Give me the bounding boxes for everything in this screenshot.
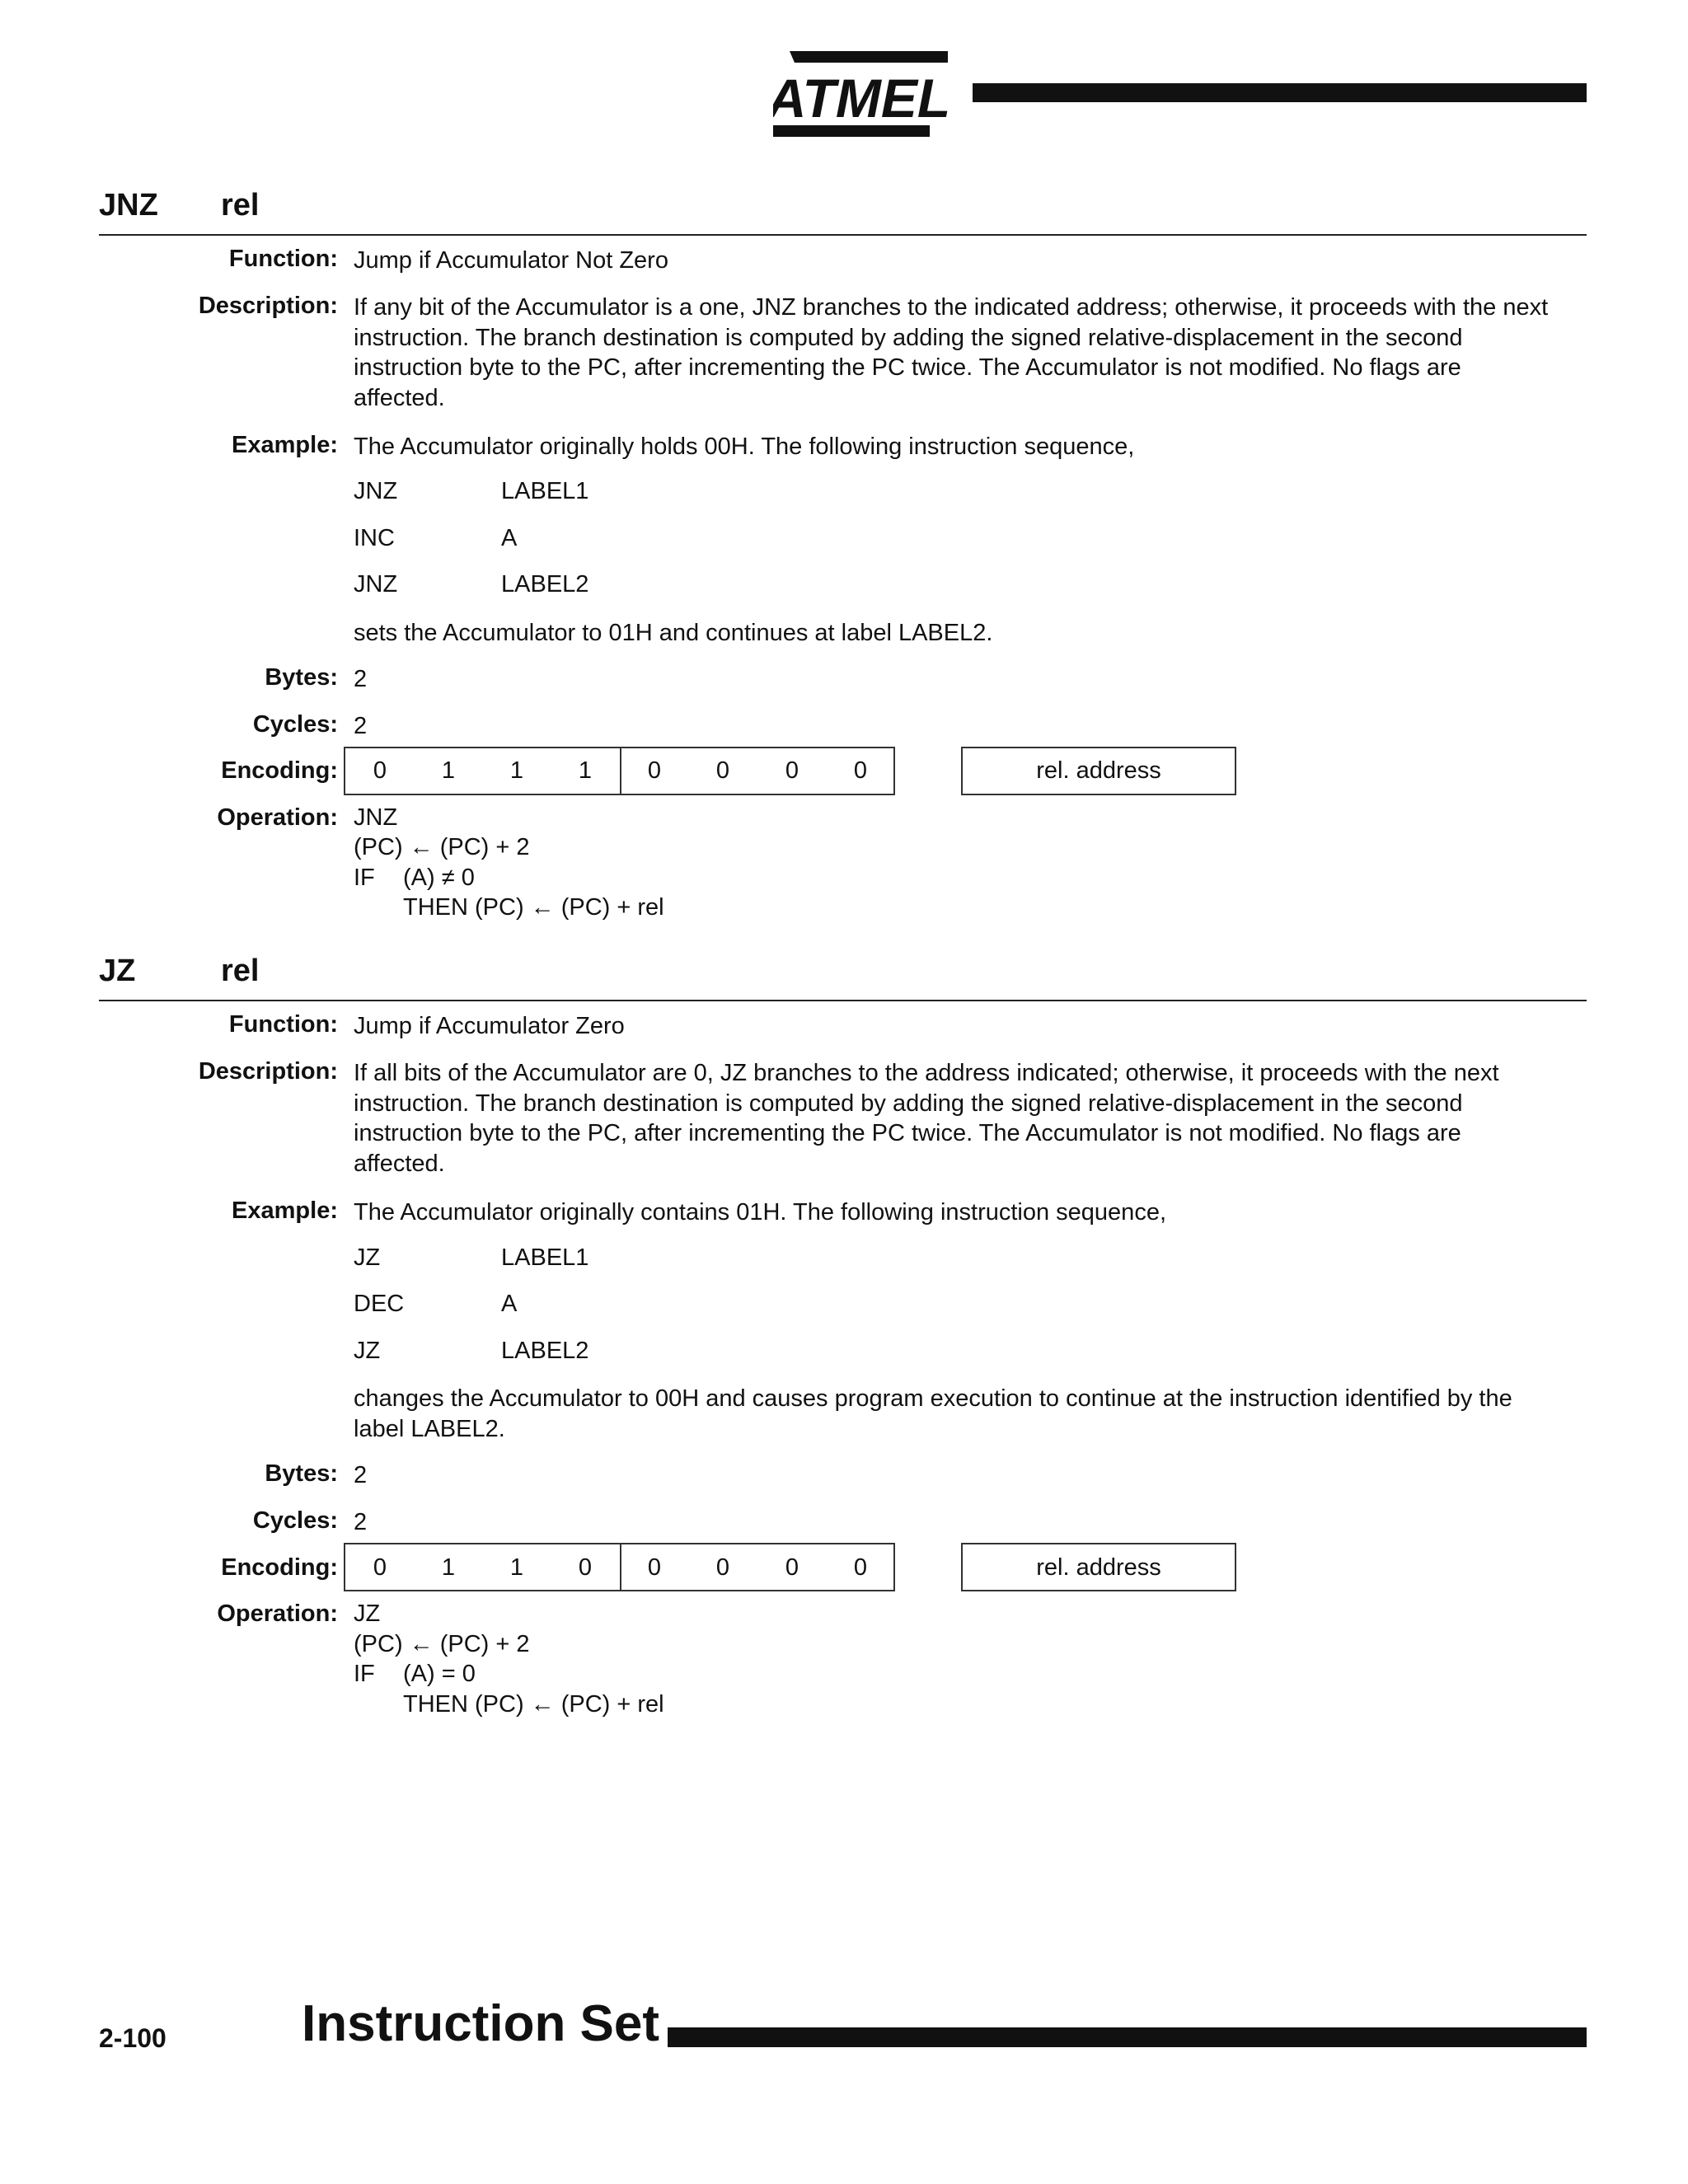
encoding-rel-address: rel. address bbox=[1036, 1554, 1161, 1581]
encoding-label: Encoding: bbox=[221, 757, 338, 784]
footer-bar bbox=[668, 2027, 1587, 2047]
operation-then: THEN (PC) ← (PC) + rel bbox=[403, 1691, 664, 1718]
example-result-line: label LABEL2. bbox=[354, 1415, 505, 1442]
example-label: Example: bbox=[232, 1197, 338, 1224]
encoding-bit: 1 bbox=[441, 1554, 456, 1581]
operation-line: JNZ bbox=[354, 804, 398, 831]
description-line: instruction. The branch destination is computed by adding the signed relative-displacement in the second bbox=[354, 1090, 1463, 1117]
encoding-rel-address: rel. address bbox=[1036, 757, 1161, 784]
section-rule bbox=[99, 1000, 1587, 1001]
jz-operand: rel bbox=[221, 954, 260, 988]
jz-example-result bbox=[354, 1384, 1512, 1444]
encoding-bit: 0 bbox=[373, 757, 387, 784]
cycles-label: Cycles: bbox=[252, 1507, 338, 1534]
encoding-bit: 0 bbox=[373, 1554, 387, 1581]
encoding-bit: 0 bbox=[785, 1554, 799, 1581]
operation-condition: (A) = 0 bbox=[403, 1661, 476, 1687]
encoding-bit: 1 bbox=[509, 1554, 524, 1581]
operation-line: JZ bbox=[354, 1601, 381, 1627]
encoding-label: Encoding: bbox=[221, 1554, 338, 1581]
jnz-cycles: 2 bbox=[354, 713, 368, 739]
logo-text: ATMEL bbox=[773, 68, 948, 129]
jnz-bytes: 2 bbox=[354, 666, 368, 692]
encoding-bit: 0 bbox=[578, 1554, 593, 1581]
jnz-example-result bbox=[354, 618, 992, 649]
code-arg: A bbox=[501, 1291, 518, 1317]
code-op: JZ bbox=[354, 1244, 381, 1271]
encoding-bit: 1 bbox=[441, 757, 456, 784]
operation-if: IF bbox=[354, 1661, 375, 1687]
jz-cycles: 2 bbox=[354, 1509, 368, 1535]
code-arg: A bbox=[501, 525, 518, 551]
description-line: instruction byte to the PC, after incrementing the PC twice. The Accumulator is not modified. No flags are bbox=[354, 1120, 1461, 1146]
operation-line: (PC) ← (PC) + 2 bbox=[354, 834, 530, 860]
encoding-bit: 0 bbox=[715, 757, 730, 784]
jz-bytes: 2 bbox=[354, 1462, 368, 1488]
code-arg: LABEL2 bbox=[501, 571, 589, 598]
footer-title: Instruction Set bbox=[302, 1995, 660, 2052]
jnz-function: Jump if Accumulator Not Zero bbox=[354, 247, 668, 274]
code-arg: LABEL2 bbox=[501, 1338, 589, 1364]
code-op: INC bbox=[354, 525, 395, 551]
encoding-nibble-divider bbox=[620, 747, 621, 795]
encoding-bit: 0 bbox=[715, 1554, 730, 1581]
section-rule bbox=[99, 234, 1587, 236]
jnz-mnemonic: JNZ bbox=[99, 188, 158, 223]
description-line: instruction. The branch destination is computed by adding the signed relative-displacement in the second bbox=[354, 324, 1463, 351]
jnz-description bbox=[354, 293, 1548, 413]
encoding-bit: 0 bbox=[853, 757, 868, 784]
code-op: JNZ bbox=[354, 478, 398, 504]
operation-if: IF bbox=[354, 865, 375, 891]
description-line: affected. bbox=[354, 1150, 445, 1177]
code-op: JZ bbox=[354, 1338, 381, 1364]
encoding-bit: 1 bbox=[509, 757, 524, 784]
page-number: 2-100 bbox=[99, 2023, 166, 2053]
description-line: If any bit of the Accumulator is a one, JNZ branches to the indicated address; otherwise, it proceeds with the next bbox=[354, 294, 1549, 321]
bytes-label: Bytes: bbox=[265, 1460, 338, 1487]
encoding-nibble-divider bbox=[620, 1543, 621, 1591]
operation-label: Operation: bbox=[217, 1601, 338, 1627]
description-line: affected. bbox=[354, 384, 445, 411]
function-label: Function: bbox=[228, 1011, 338, 1038]
operation-line: (PC) ← (PC) + 2 bbox=[354, 1631, 530, 1657]
description-label: Description: bbox=[198, 293, 338, 319]
encoding-bit: 0 bbox=[647, 1554, 662, 1581]
example-result-line: sets the Accumulator to 01H and continues at label LABEL2. bbox=[354, 620, 993, 646]
code-arg: LABEL1 bbox=[501, 478, 589, 504]
function-label: Function: bbox=[228, 246, 338, 272]
encoding-bit: 0 bbox=[785, 757, 799, 784]
operation-then: THEN (PC) ← (PC) + rel bbox=[403, 894, 664, 921]
encoding-bit: 0 bbox=[647, 757, 662, 784]
code-op: JNZ bbox=[354, 571, 398, 598]
jnz-example-intro: The Accumulator originally holds 00H. The following instruction sequence, bbox=[354, 434, 1135, 460]
operation-condition: (A) ≠ 0 bbox=[403, 865, 475, 891]
example-label: Example: bbox=[232, 432, 338, 458]
code-arg: LABEL1 bbox=[501, 1244, 589, 1271]
encoding-bit: 0 bbox=[853, 1554, 868, 1581]
example-result-line: changes the Accumulator to 00H and causes program execution to continue at the instruction identified by the bbox=[354, 1385, 1512, 1412]
description-line: If all bits of the Accumulator are 0, JZ branches to the address indicated; otherwise, it proceeds with the next bbox=[354, 1060, 1499, 1086]
jz-description bbox=[354, 1058, 1499, 1179]
atmel-logo bbox=[773, 51, 948, 137]
description-label: Description: bbox=[198, 1058, 338, 1085]
operation-label: Operation: bbox=[217, 804, 338, 831]
jz-mnemonic: JZ bbox=[99, 954, 136, 988]
description-line: instruction byte to the PC, after incrementing the PC twice. The Accumulator is not modified. No flags are bbox=[354, 354, 1461, 381]
code-op: DEC bbox=[354, 1291, 405, 1317]
jz-function: Jump if Accumulator Zero bbox=[354, 1013, 625, 1039]
jz-example-intro: The Accumulator originally contains 01H. The following instruction sequence, bbox=[354, 1199, 1166, 1226]
encoding-bit: 1 bbox=[578, 757, 593, 784]
jnz-operand: rel bbox=[221, 188, 260, 223]
cycles-label: Cycles: bbox=[252, 711, 338, 738]
bytes-label: Bytes: bbox=[265, 664, 338, 691]
header-bar bbox=[973, 83, 1587, 102]
